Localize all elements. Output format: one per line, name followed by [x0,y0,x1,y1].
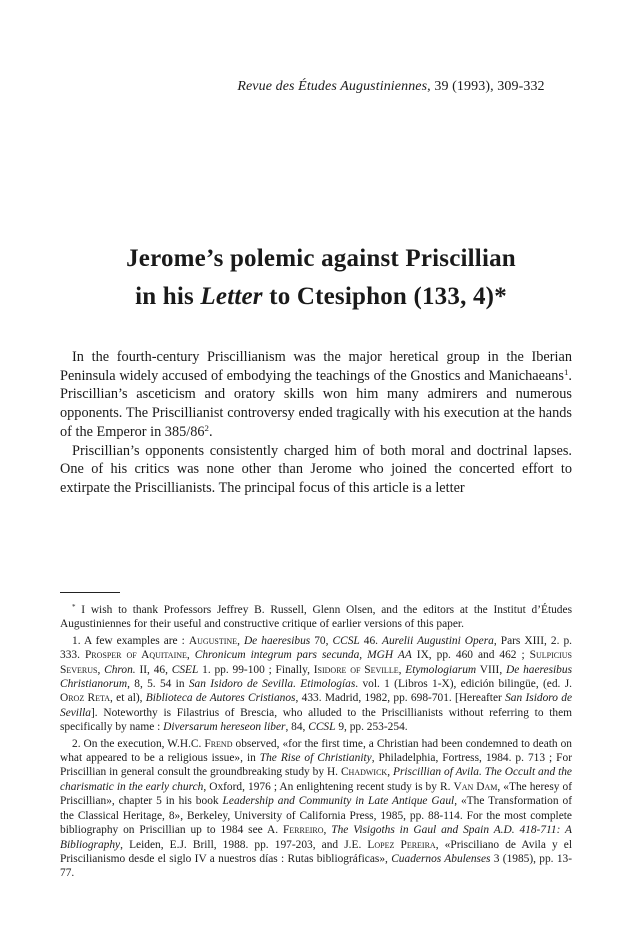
footnote-2-run: Lopez Pereira [367,838,436,851]
footnote-1-run: 46. [359,634,383,647]
footnote-1-run: CSEL [171,663,199,676]
footnote-2-run: Van Dam [453,780,498,793]
footnote-2-run: The Visigoths in Gaul and Spain A.D. 418-711: A Bibliography [60,824,573,851]
footnote-1-run: Augustine [188,634,238,647]
paragraph-1 [60,348,572,442]
footnote-1-run: , 84, [285,721,309,734]
footnote-star-text: I wish to thank Professors Jeffrey B. Russell, Glenn Olsen, and the editors at the Institut d’Études Augustiniennes for their useful and constructive critique of earlier versions of this paper. [60,604,572,631]
footnote-1-run: , [186,649,195,662]
footnote-1-run: Diversarum hereseon liber [163,721,286,734]
footnote-ref-2[interactable]: 2 [204,422,209,433]
paragraph-1-part-a: In the fourth-century Priscillianism was the major heretical group in the Iberian Peninsula widely accused of embodying the teachings of the Gnostics and Manichaeans [60,349,572,384]
footnote-1-run: Biblioteca de Autores Cristianos [145,692,296,705]
title-line-1: Jerome’s polemic against Priscillian [126,245,516,272]
article-title [0,240,642,316]
footnote-1-run: 1. A few examples are : [72,634,189,647]
footnote-2-run: , «The heresy of Priscillian», chapter 5 in his book [60,780,572,808]
footnote-1-run: De haeresibus Christianorum [60,663,573,691]
footnote-ref-1[interactable]: 1 [563,366,569,377]
footnote-1-run: , 433. Madrid, 1982, pp. 698-701. [Hereafter [295,692,506,705]
footnote-1-run: , Pars XIII, 2. p. 333. [60,634,572,662]
footnote-2 [60,737,572,881]
footnote-2-run: Cuadernos Abulenses [391,852,491,865]
footnote-2-run: observed, «for the first time, a Christian had been condemned to death on what appeared to be a religious issue», in [60,737,572,765]
journal-citation: , 39 (1993), 309-332 [427,79,545,94]
journal-name: Revue des Études Augustiniennes [237,79,428,94]
paragraph-1-part-c: . [208,423,213,440]
paragraph-1-part-b: . Priscillian’s asceticism and oratory skills won him many admirers and numerous opponents. The Priscillianist controversy ended tragically with his execution at the hands of the Emperor in 385/86 [60,367,572,440]
footnote-2-run: Priscillian of Avila. The Occult and the charismatic in the early church [60,766,572,793]
footnote-1-run: San Isidoro de Sevilla. Etimologías [188,678,356,691]
footnote-1-run: Isidore of Seville [313,663,399,676]
footnote-2-run: , «The Transformation of the Classical Heritage, 8», Berkeley, University of California Press, 1985, pp. 88-114. For the most complete bibliography on Priscillian up to 1984 see A. [60,795,573,837]
footnote-star-mark: * [72,603,76,612]
footnote-2-run: , [387,766,393,779]
footnote-1-run: CCSL [308,721,336,734]
footnote-1-run: Prosper of Aquitaine [84,649,187,662]
running-header [0,79,642,95]
footnote-2-run: , [323,824,332,837]
footnote-1-run: IX, pp. 460 and 462 ; [411,649,530,662]
footnote-1-run: II, 46, [135,663,172,676]
footnote-1-run: Aurelii Augustini Opera [382,634,494,647]
footnote-2-run: , Oxford, 1976 ; An enlightening recent study is by R. [203,780,454,793]
footnote-1-run: , [97,663,105,676]
footnote-1-run: . vol. 1 (Libros 1-X), edición bilingüe, (ed. J. [355,678,572,691]
body-text [60,348,572,498]
footnote-1-run: 1. pp. 99-100 ; Finally, [198,663,314,676]
footnote-1-run: Sulpicius Severus [60,649,572,676]
footnote-1-run: ]. Noteworthy is Filastrius of Brescia, who alluded to the Priscillianists without referring to them specifically by name : [60,706,572,734]
footnote-2-run: , «Prisciliano de Avila y el Priscilianismo desde el siglo IV a nuestros días : Rutas bibliográficas», [60,838,573,865]
footnote-1-run: Etymologiarum [405,663,477,676]
footnote-2-run: 3 (1985), pp. 13-77. [60,852,572,880]
footnote-1-run: Oroz Reta [60,692,111,705]
footnote-1-run: , [398,663,406,676]
footnote-1-run: , 8, 5. 54 in [127,678,189,691]
footnote-separator [60,592,120,593]
footnote-2-run: Ferreiro [282,824,324,837]
footnote-2-run: Frend [204,737,233,750]
footnote-1-run: 70, [310,634,333,647]
footnote-1-run: Chron. [104,663,136,676]
footnote-1-run: San Isidoro de Sevilla [60,692,572,719]
footnote-1-run: CCSL [332,634,360,647]
footnote-1-run: 9, pp. 253-254. [335,721,408,734]
footnote-1-run: , [237,634,244,647]
footnote-2-run: The Rise of Christianity [259,752,372,765]
title-line-2-pre: in his [135,283,201,310]
footnote-1-run: , et al), [110,692,146,705]
footnote-2-run: 2. On the execution, W.H.C. [72,737,205,750]
title-line-2 [0,278,642,316]
title-letter-word: Letter [200,283,263,310]
footnote-2-run: Leadership and Community in Late Antique Gaul [222,795,455,808]
title-line-2-post: to Ctesiphon (133, 4)* [262,283,507,310]
footnote-1-run: Chronicum integrum pars secunda, MGH AA [194,649,412,662]
footnote-star [60,603,572,632]
footnotes [60,603,572,883]
footnote-1 [60,634,572,735]
paragraph-2: Priscillian’s opponents consistently charged him of both moral and doctrinal lapses. One of his critics was none other than Jerome who joined the concerted effort to extirpate the Priscillianists. The principal focus of this article is a letter [60,442,572,496]
footnote-1-run: De haeresibus [243,634,311,647]
footnote-1-run: VIII, [476,663,506,676]
footnote-2-run: , Leiden, E.J. Brill, 1988. pp. 197-203, and J.E. [120,838,368,851]
footnote-2-run: , Philadelphia, Fortress, 1984. p. 713 ; For Priscillian in general consult the groundbreaking study by H. [60,752,572,779]
footnote-2-run: Chadwick [340,766,388,779]
